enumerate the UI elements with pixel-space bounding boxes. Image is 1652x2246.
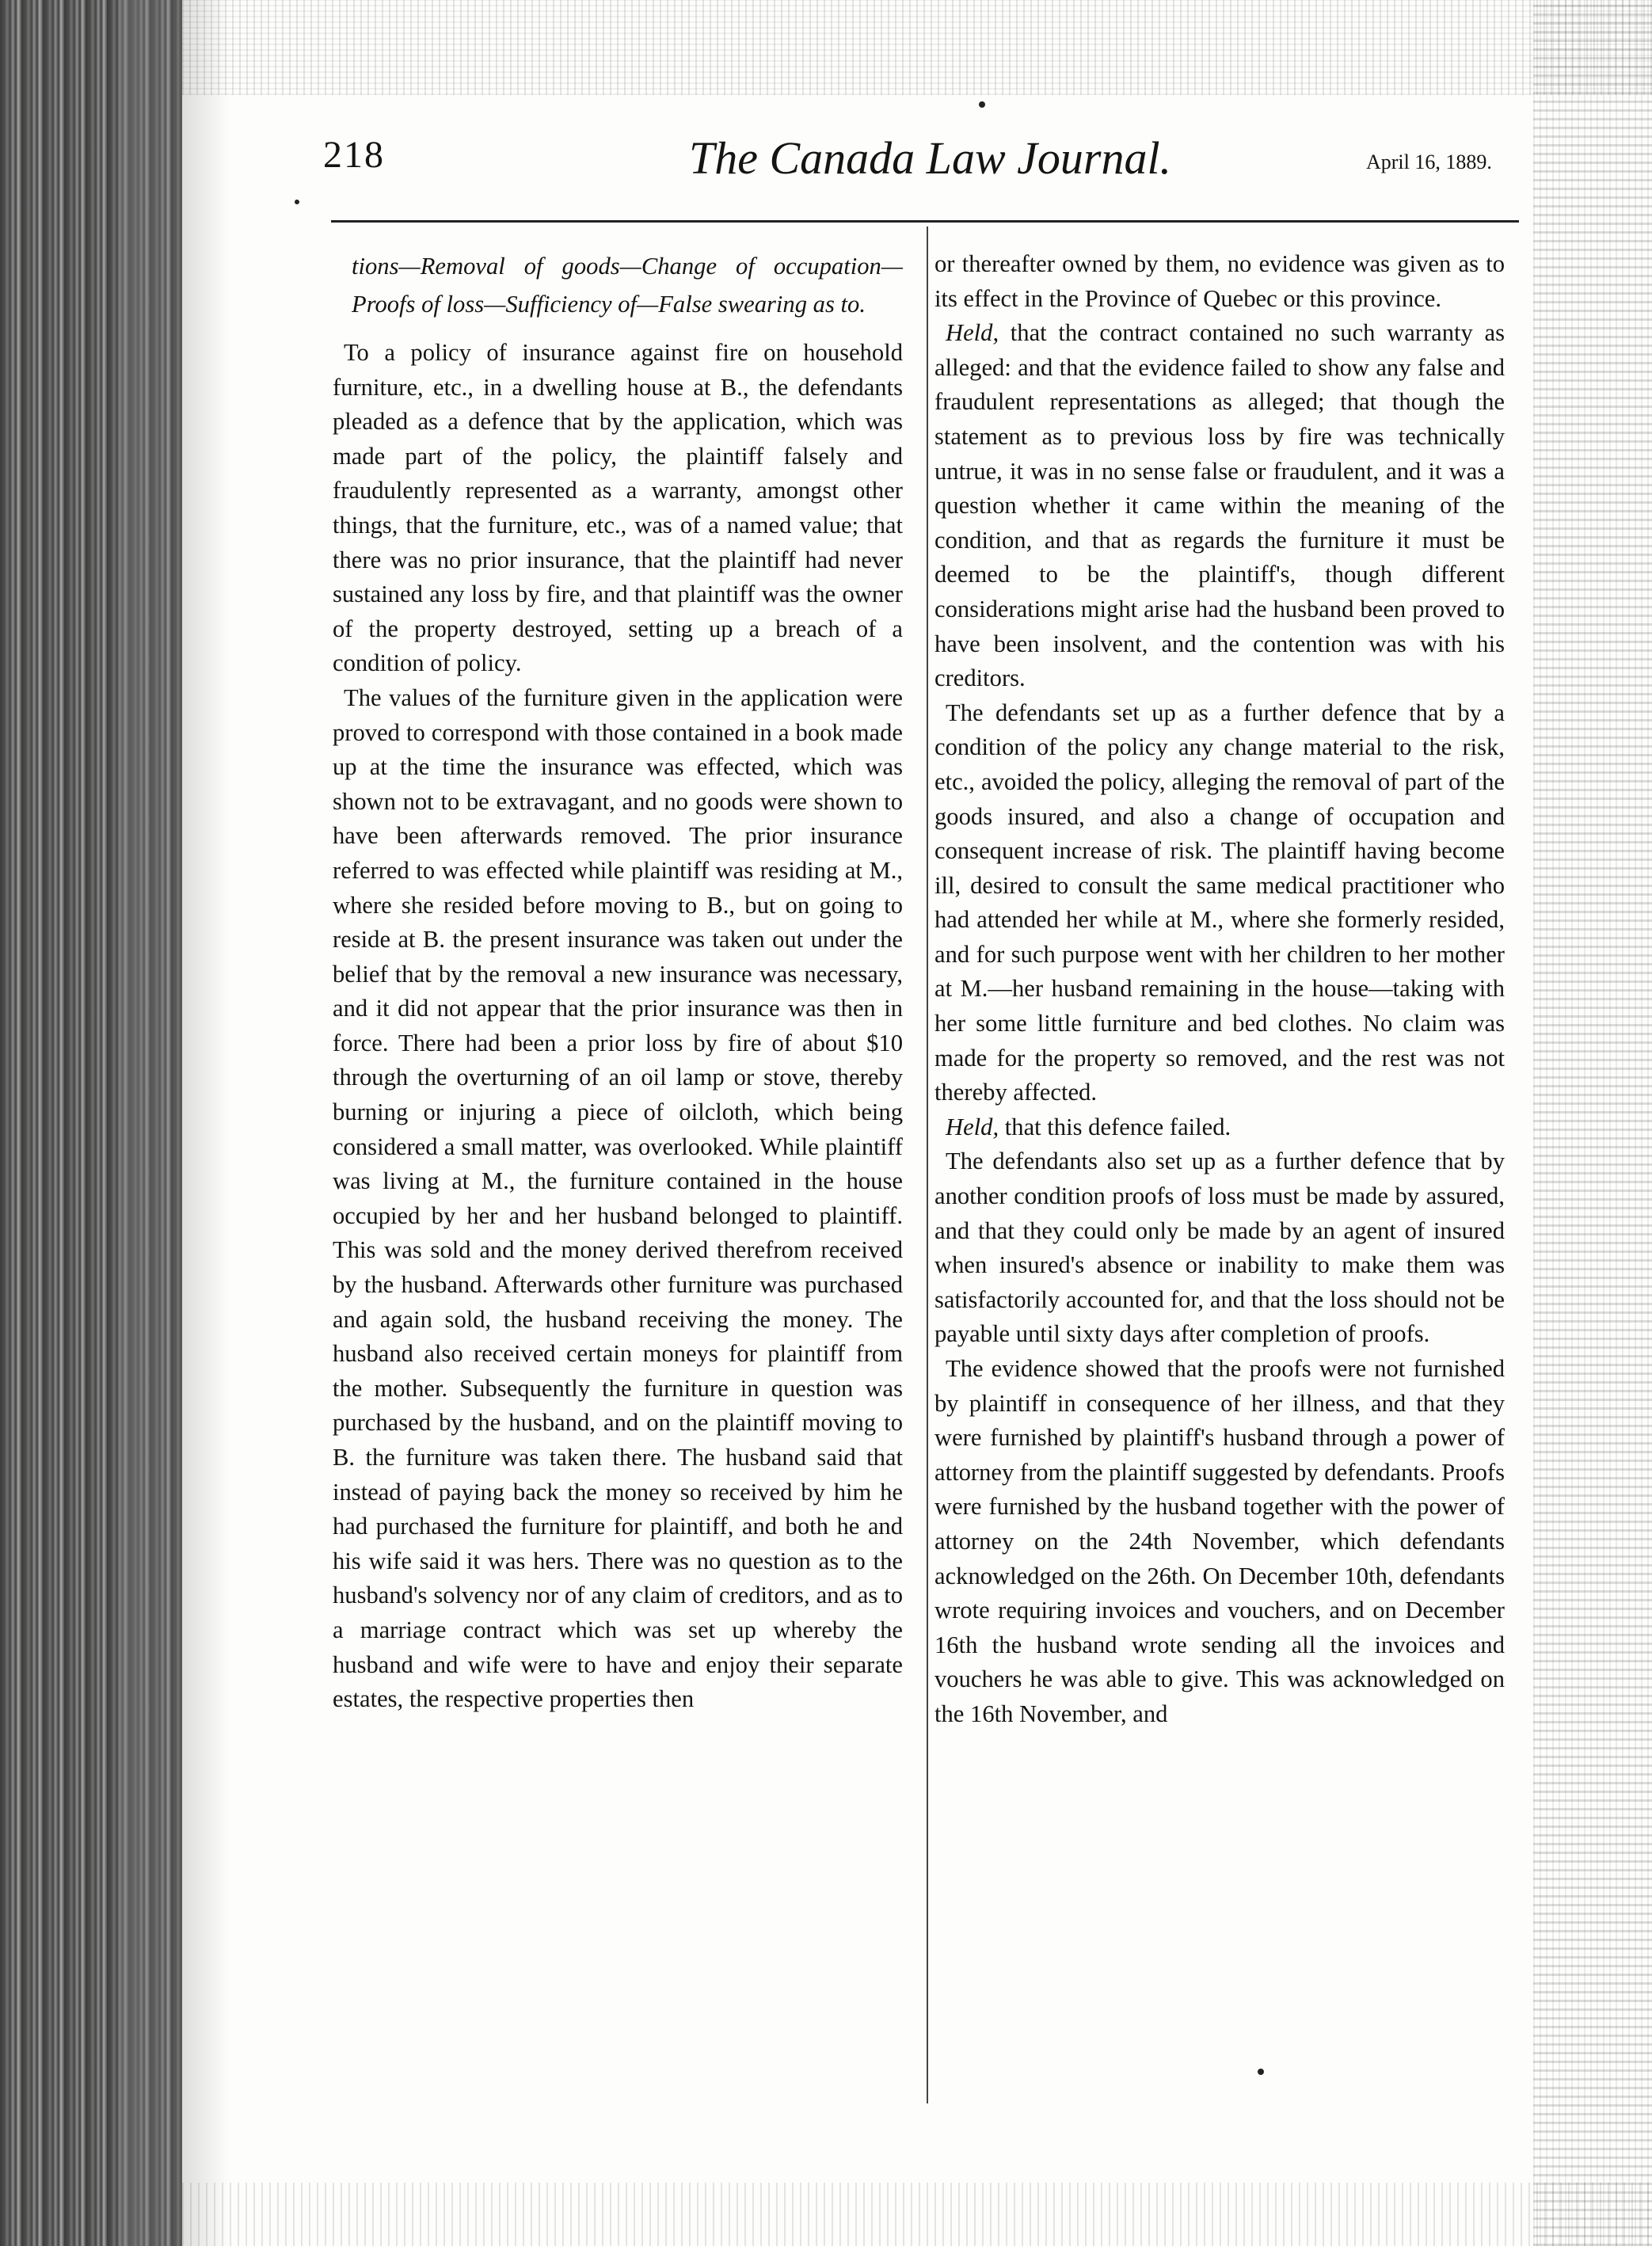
headnote: tions—Removal of goods—Change of occupation—Proofs of loss—Sufficiency of—False swearing as to. bbox=[352, 253, 903, 318]
scan-speck bbox=[979, 101, 985, 108]
paragraph: The defendants also set up as a further defence that by another condition proofs of loss must be made by assured, and that they could only be made by an agent of insured when insured's absence or inability to make them was satisfactorily accounted for, and that the loss should not be payable until sixty days after completion of proofs. bbox=[934, 1148, 1505, 1348]
right-column bbox=[934, 247, 1505, 1732]
held-paragraph bbox=[934, 1110, 1505, 1145]
paragraph: To a policy of insurance against fire on household furniture, etc., in a dwelling house at B., the defendants pleaded as a defence that by the application, which was made part of the policy, the plaintiff falsely and fraudulently represented as a warranty, amongst other things, that the furniture, etc., was of a named value; that there was no prior insurance, that the plaintiff had never sustained any loss by fire, and that plaintiff was the owner of the property destroyed, setting up a breach of a condition of policy. bbox=[333, 339, 903, 677]
page-number: 218 bbox=[323, 134, 385, 176]
scan-noise-top bbox=[182, 0, 1652, 95]
held-text: that this defence failed. bbox=[999, 1113, 1231, 1140]
paragraph: or thereafter owned by them, no evidence was given as to its effect in the Province of Quebec or this province. bbox=[934, 250, 1505, 312]
scan-speck bbox=[1258, 2069, 1264, 2075]
issue-date: April 16, 1889. bbox=[1366, 150, 1492, 173]
header-rule bbox=[331, 220, 1519, 223]
held-text: that the contract contained no such warranty as alleged: and that the evidence failed to show any false and fraudulent representations as alleged; that though the statement as to previous loss by fire was technically untrue, it was in no sense false or fraudulent, and it was a question whether it came within the meaning of the condition, and that as regards the furniture it must be deemed to be the plaintiff's, though different considerations might arise had the husband been proved to have been insolvent, and the contention was with his creditors. bbox=[934, 319, 1505, 692]
left-column bbox=[333, 247, 903, 1717]
scan-speck bbox=[295, 200, 299, 204]
held-label: Held, bbox=[946, 1113, 999, 1140]
binding-fade bbox=[119, 0, 230, 2246]
paragraph: The values of the furniture given in the application were proved to correspond with those contained in a book made up at the time the insurance was effected, which was shown not to be extravagant, and no goods were shown to have been afterwards removed. The prior insurance referred to was effected while plaintiff was residing at M., where she resided before moving to B., but on going to reside at B. the present insurance was taken out under the belief that by the removal a new insurance was necessary, and it did not appear that the prior insurance was then in force. There had been a prior loss by fire of about $10 through the overturning of an oil lamp or stove, thereby burning or injuring a piece of oilcloth, which being considered a small matter, was overlooked. While plaintiff was living at M., the furniture contained in the house occupied by her and her husband belonged to plaintiff. This was sold and the money derived therefrom received by the husband. Afterwards other furniture was purchased and again sold, the husband receiving the money. The husband also received certain moneys for plaintiff from the mother. Subsequently the furniture in question was purchased by the husband, and on the plaintiff moving to B. the furniture was taken there. The husband said that instead of paying back the money so received by him he had purchased the furniture for plaintiff, and both he and his wife said it was hers. There was no question as to the husband's solvency nor of any claim of creditors, and as to a marriage contract which was set up whereby the husband and wife were to have and enjoy their separate estates, the respective properties then bbox=[333, 683, 903, 1713]
paragraph: The defendants set up as a further defence that by a condition of the policy any change material to the risk, etc., avoided the policy, alleging the removal of part of the goods insured, and also a change of occupation and consequent increase of risk. The plaintiff having become ill, desired to consult the same medical practitioner who had attended her while at M., where she formerly resided, and for such purpose went with her children to her mother at M.—her husband remaining in the house—taking with her some little furniture and bed clothes. No claim was made for the property so removed, and the rest was not thereby affected. bbox=[934, 699, 1505, 1106]
held-paragraph bbox=[934, 316, 1505, 696]
column-divider bbox=[927, 227, 928, 2103]
paragraph: The evidence showed that the proofs were not furnished by plaintiff in consequence of her illness, and that they were furnished by plaintiff's husband through a power of attorney from the plaintiff suggested by defendants. Proofs were furnished by the husband together with the power of attorney on the 24th November, which defendants acknowledged on the 26th. On December 10th, defendants wrote requiring invoices and vouchers, and on December 16th the husband wrote sending all the invoices and vouchers he was able to give. This was acknowledged on the 16th November, and bbox=[934, 1355, 1505, 1727]
journal-title: The Canada Law Journal. bbox=[689, 132, 1172, 184]
scan-noise-bottom bbox=[182, 2183, 1652, 2246]
held-label: Held, bbox=[946, 319, 999, 347]
scan-noise-right bbox=[1533, 0, 1652, 2246]
